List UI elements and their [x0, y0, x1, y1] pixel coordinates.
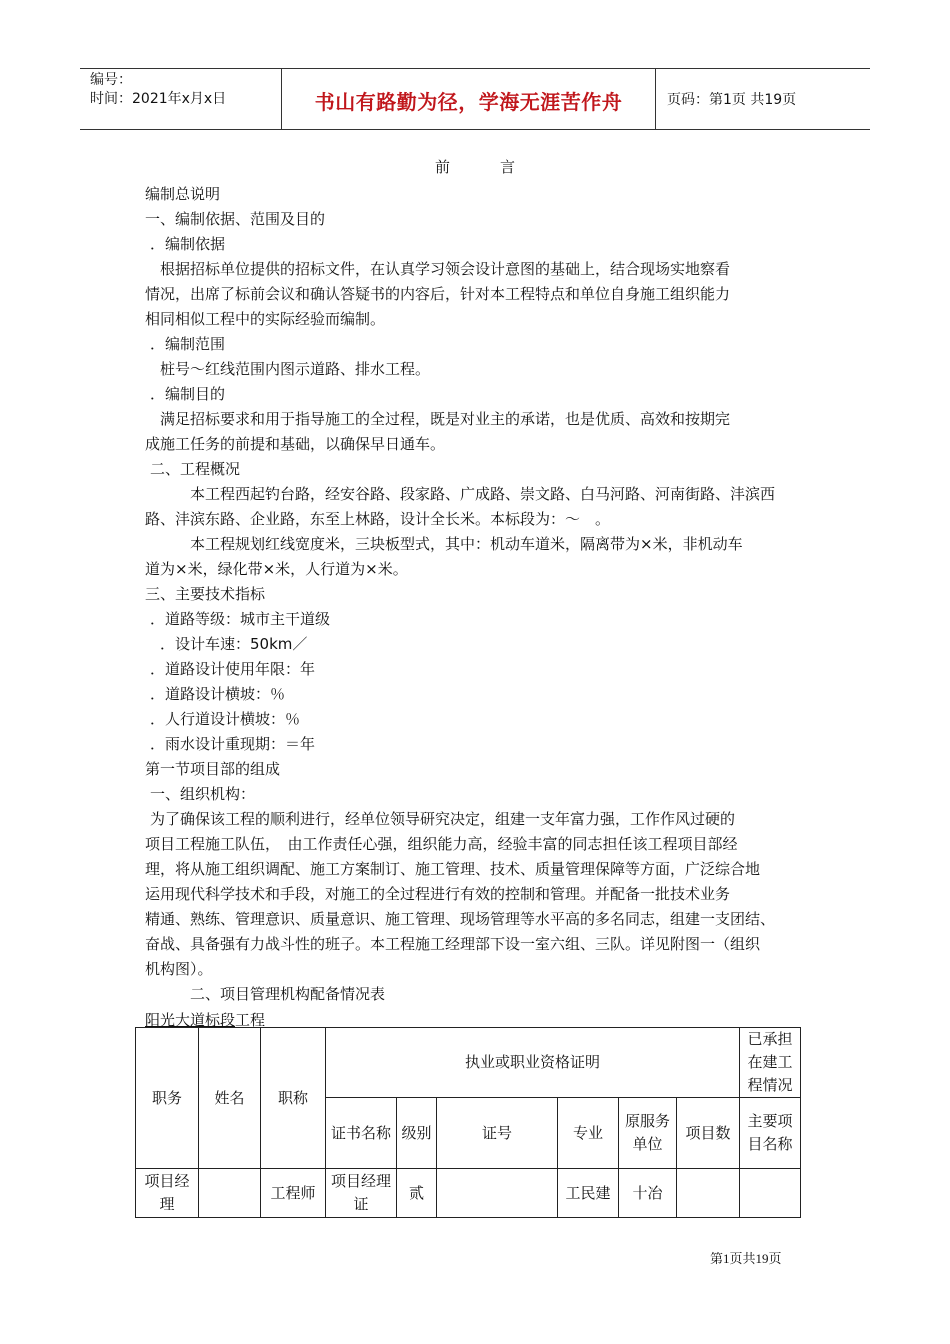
header-divider [655, 69, 656, 129]
header-cell-cert-no: 证号 [437, 1098, 558, 1169]
header-cell-title: 职称 [261, 1028, 326, 1169]
management-table [135, 1027, 801, 1218]
spec-item: ．人行道设计横坡：％ [150, 710, 301, 728]
spec-item: ．道路设计使用年限：年 [150, 660, 316, 678]
header-number: 编号： [90, 72, 132, 88]
cell-major: 工民建 [558, 1169, 619, 1218]
section-heading: 一、编制依据、范围及目的 [145, 210, 326, 228]
table-row [136, 1169, 801, 1218]
spec-item: ．雨水设计重现期：＝年 [150, 735, 316, 753]
header-cell-level: 级别 [397, 1098, 437, 1169]
spec-item: ．道路等级：城市主干道级 [150, 610, 331, 628]
header-cell-projects-group: 已承担在建工程情况 [740, 1028, 801, 1098]
spec-item: ．设计车速：50km／ [160, 635, 308, 653]
project-name-suffix: 工程 [235, 1013, 266, 1029]
project-name-underlined: 阳光大道标段 [145, 1011, 236, 1029]
header-cell-proj-names: 主要项目名称 [740, 1098, 801, 1169]
paragraph-line: 满足招标要求和用于指导施工的全过程，既是对业主的承诺，也是优质、高效和按期完 [145, 410, 731, 428]
table-header-row [136, 1028, 801, 1098]
cell-proj-names [740, 1169, 801, 1218]
page-footer: 第1页共19页 [710, 1251, 782, 1266]
header-cell-major: 专业 [558, 1098, 619, 1169]
cell-title: 工程师 [261, 1169, 326, 1218]
subsection-heading: ．编制目的 [150, 385, 226, 403]
section-heading: 三、主要技术指标 [145, 585, 266, 603]
cell-cert-name: 项目经理证 [326, 1169, 397, 1218]
header-cell-cert-name: 证书名称 [326, 1098, 397, 1169]
paragraph-line: 理，将从施工组织调配、施工方案制订、施工管理、技术、质量管理保障等方面，广泛综合地 [145, 860, 761, 878]
header-page-number: 页码：第1页 共19页 [667, 92, 797, 108]
section-heading: 编制总说明 [145, 185, 221, 203]
paragraph-line: 桩号～红线范围内图示道路、排水工程。 [145, 360, 431, 378]
paragraph-line: 运用现代科学技术和手段，对施工的全过程进行有效的控制和管理。并配备一批技术业务 [145, 885, 731, 903]
paragraph-line: 相同相似工程中的实际经验而编制。 [145, 310, 386, 328]
section-heading: 二、工程概况 [150, 460, 241, 478]
page-header [80, 68, 870, 130]
header-cell-orig-unit: 原服务单位 [619, 1098, 677, 1169]
section-heading: 一、组织机构： [150, 785, 256, 803]
cell-orig-unit: 十冶 [619, 1169, 677, 1218]
section-heading: 第一节项目部的组成 [145, 760, 281, 778]
header-time: 时间：2021年x月x日 [90, 91, 227, 107]
header-cell-cert-group: 执业或职业资格证明 [326, 1028, 740, 1098]
header-cell-name: 姓名 [199, 1028, 261, 1169]
header-left-block [90, 71, 226, 109]
spec-item: ．道路设计横坡：％ [150, 685, 286, 703]
cell-position: 项目经理 [136, 1169, 199, 1218]
header-cell-position: 职务 [136, 1028, 199, 1169]
header-cell-proj-count: 项目数 [677, 1098, 740, 1169]
section-heading: 二、项目管理机构配备情况表 [190, 985, 386, 1003]
header-motto: 书山有路勤为径，学海无涯苦作舟 [314, 90, 623, 114]
paragraph-line: 情况，出席了标前会议和确认答疑书的内容后，针对本工程特点和单位自身施工组织能力 [145, 285, 731, 303]
paragraph-line: 奋战、具备强有力战斗性的班子。本工程施工经理部下设一室六组、三队。详见附图一（组织 [145, 935, 761, 953]
paragraph-line: 根据招标单位提供的招标文件，在认真学习领会设计意图的基础上，结合现场实地察看 [145, 260, 731, 278]
paragraph-line: 精通、熟练、管理意识、质量意识、施工管理、现场管理等水平高的多名同志，组建一支团结、 [145, 910, 776, 928]
document-body [145, 155, 815, 1034]
cell-name [199, 1169, 261, 1218]
paragraph-line: 为了确保该工程的顺利进行，经单位领导研究决定，组建一支年富力强，工作作风过硬的 [150, 810, 736, 828]
cell-proj-count [677, 1169, 740, 1218]
cell-level: 贰 [397, 1169, 437, 1218]
paragraph-line: 本工程西起钓台路，经安谷路、段家路、广成路、崇文路、白马河路、河南街路、沣滨西 [190, 485, 776, 503]
cell-cert-no [437, 1169, 558, 1218]
paragraph-line: 本工程规划红线宽度米，三块板型式，其中：机动车道米，隔离带为×米，非机动车 [190, 535, 743, 553]
subsection-heading: ．编制依据 [150, 235, 226, 253]
paragraph-line: 成施工任务的前提和基础，以确保早日通车。 [145, 435, 446, 453]
subsection-heading: ．编制范围 [150, 335, 226, 353]
paragraph-line: 项目工程施工队伍， 由工作责任心强，组织能力高，经验丰富的同志担任该工程项目部经 [145, 835, 738, 853]
paragraph-line: 路、沣滨东路、企业路，东至上林路，设计全长米。本标段为：～ 。 [145, 510, 611, 528]
paragraph-line: 机构图）。 [145, 960, 213, 978]
document-title: 前言 [434, 158, 565, 176]
paragraph-line: 道为×米，绿化带×米，人行道为×米。 [145, 560, 408, 578]
